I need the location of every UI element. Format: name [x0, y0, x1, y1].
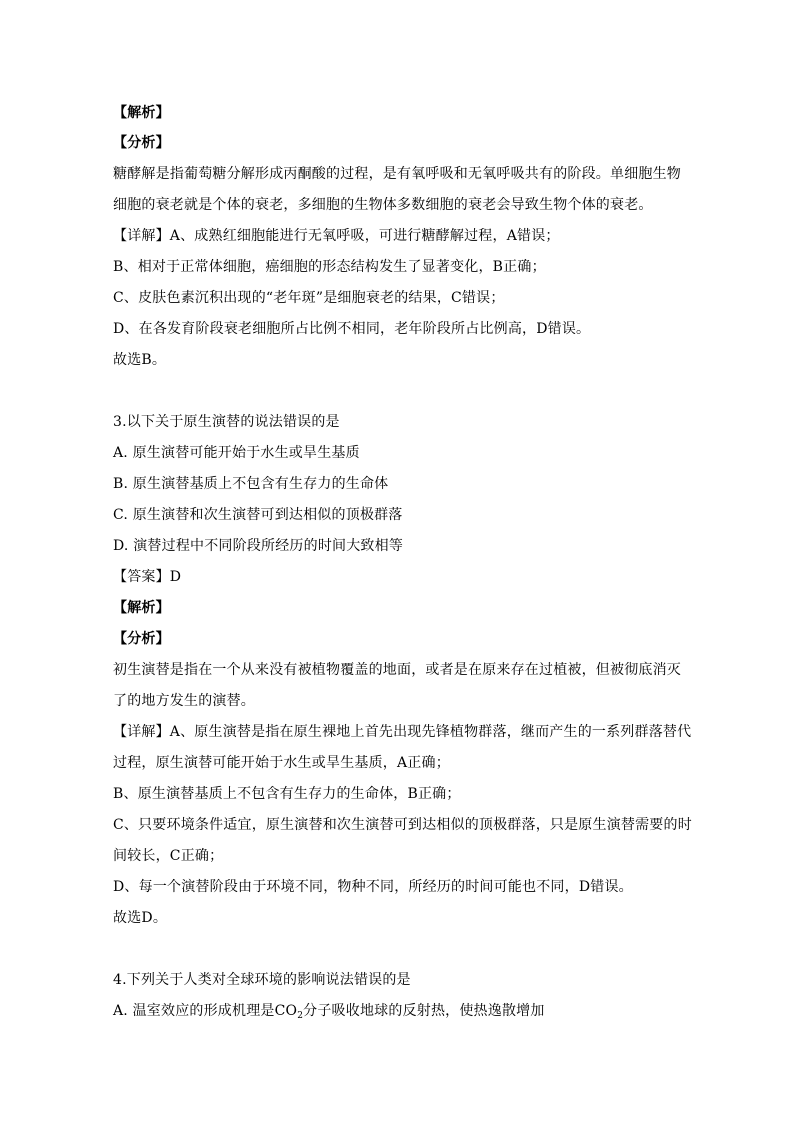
question-3-option-c: C. 原生演替和次生演替可到达相似的顶极群落	[113, 507, 403, 523]
analysis-text-line: 初生演替是指在一个从来没有被植物覆盖的地面，或者是在原来存在过植被，但被彻底消灭	[113, 662, 681, 678]
option-a-text-post: 分子吸收地球的反射热，使热逸散增加	[303, 1003, 545, 1019]
question-4-option-a	[113, 1002, 545, 1020]
analysis-text-line: 糖酵解是指葡萄糖分解形成丙酮酸的过程，是有氧呼吸和无氧呼吸共有的阶段。单细胞生物	[113, 166, 681, 182]
question-3-answer: 【答案】D	[113, 569, 182, 585]
analysis-text-line: 了的地方发生的演替。	[113, 693, 255, 709]
option-a-text-pre: A. 温室效应的形成机理是CO	[113, 1003, 298, 1019]
detail-text-line: B、相对于正常体细胞，癌细胞的形态结构发生了显著变化，B正确；	[113, 259, 546, 275]
section-heading-jiexi: 【解析】	[113, 105, 170, 121]
section-heading-fenxi: 【分析】	[113, 135, 170, 151]
question-4-stem: 4.下列关于人类对全球环境的影响说法错误的是	[113, 972, 411, 988]
section-heading-jiexi: 【解析】	[113, 600, 170, 616]
detail-text-line: 【详解】A、原生演替是指在原生裸地上首先出现先锋植物群落，继而产生的一系列群落替代	[113, 724, 692, 740]
detail-text-line: B、原生演替基质上不包含有生存力的生命体，B正确；	[113, 786, 461, 802]
detail-text-line: C、皮肤色素沉积出现的“老年斑”是细胞衰老的结果，C错误；	[113, 290, 505, 306]
detail-text-line: 间较长，C正确；	[113, 848, 224, 864]
detail-text-line: C、只要环境条件适宜，原生演替和次生演替可到达相似的顶极群落，只是原生演替需要的时	[113, 817, 692, 833]
analysis-text-line: 细胞的衰老就是个体的衰老，多细胞的生物体多数细胞的衰老会导致生物个体的衰老。	[113, 197, 653, 213]
co2-subscript: 2	[297, 1011, 304, 1021]
question-3-option-a: A. 原生演替可能开始于水生或旱生基质	[113, 445, 360, 461]
conclusion-text: 故选B。	[113, 352, 167, 368]
section-heading-fenxi: 【分析】	[113, 631, 170, 647]
question-3-option-d: D. 演替过程中不同阶段所经历的时间大致相等	[113, 538, 404, 554]
detail-text-line: D、在各发育阶段衰老细胞所占比例不相同，老年阶段所占比例高，D错误。	[113, 321, 591, 337]
conclusion-text: 故选D。	[113, 910, 168, 926]
detail-text-line: 【详解】A、成熟红细胞能进行无氧呼吸，可进行糖酵解过程，A错误；	[113, 228, 560, 244]
detail-text-line: D、每一个演替阶段由于环境不同，物种不同，所经历的时间可能也不同，D错误。	[113, 879, 633, 895]
question-3-option-b: B. 原生演替基质上不包含有生存力的生命体	[113, 476, 389, 492]
question-3-stem: 3.以下关于原生演替的说法错误的是	[113, 414, 340, 430]
detail-text-line: 过程，原生演替可能开始于水生或旱生基质，A正确；	[113, 755, 450, 771]
